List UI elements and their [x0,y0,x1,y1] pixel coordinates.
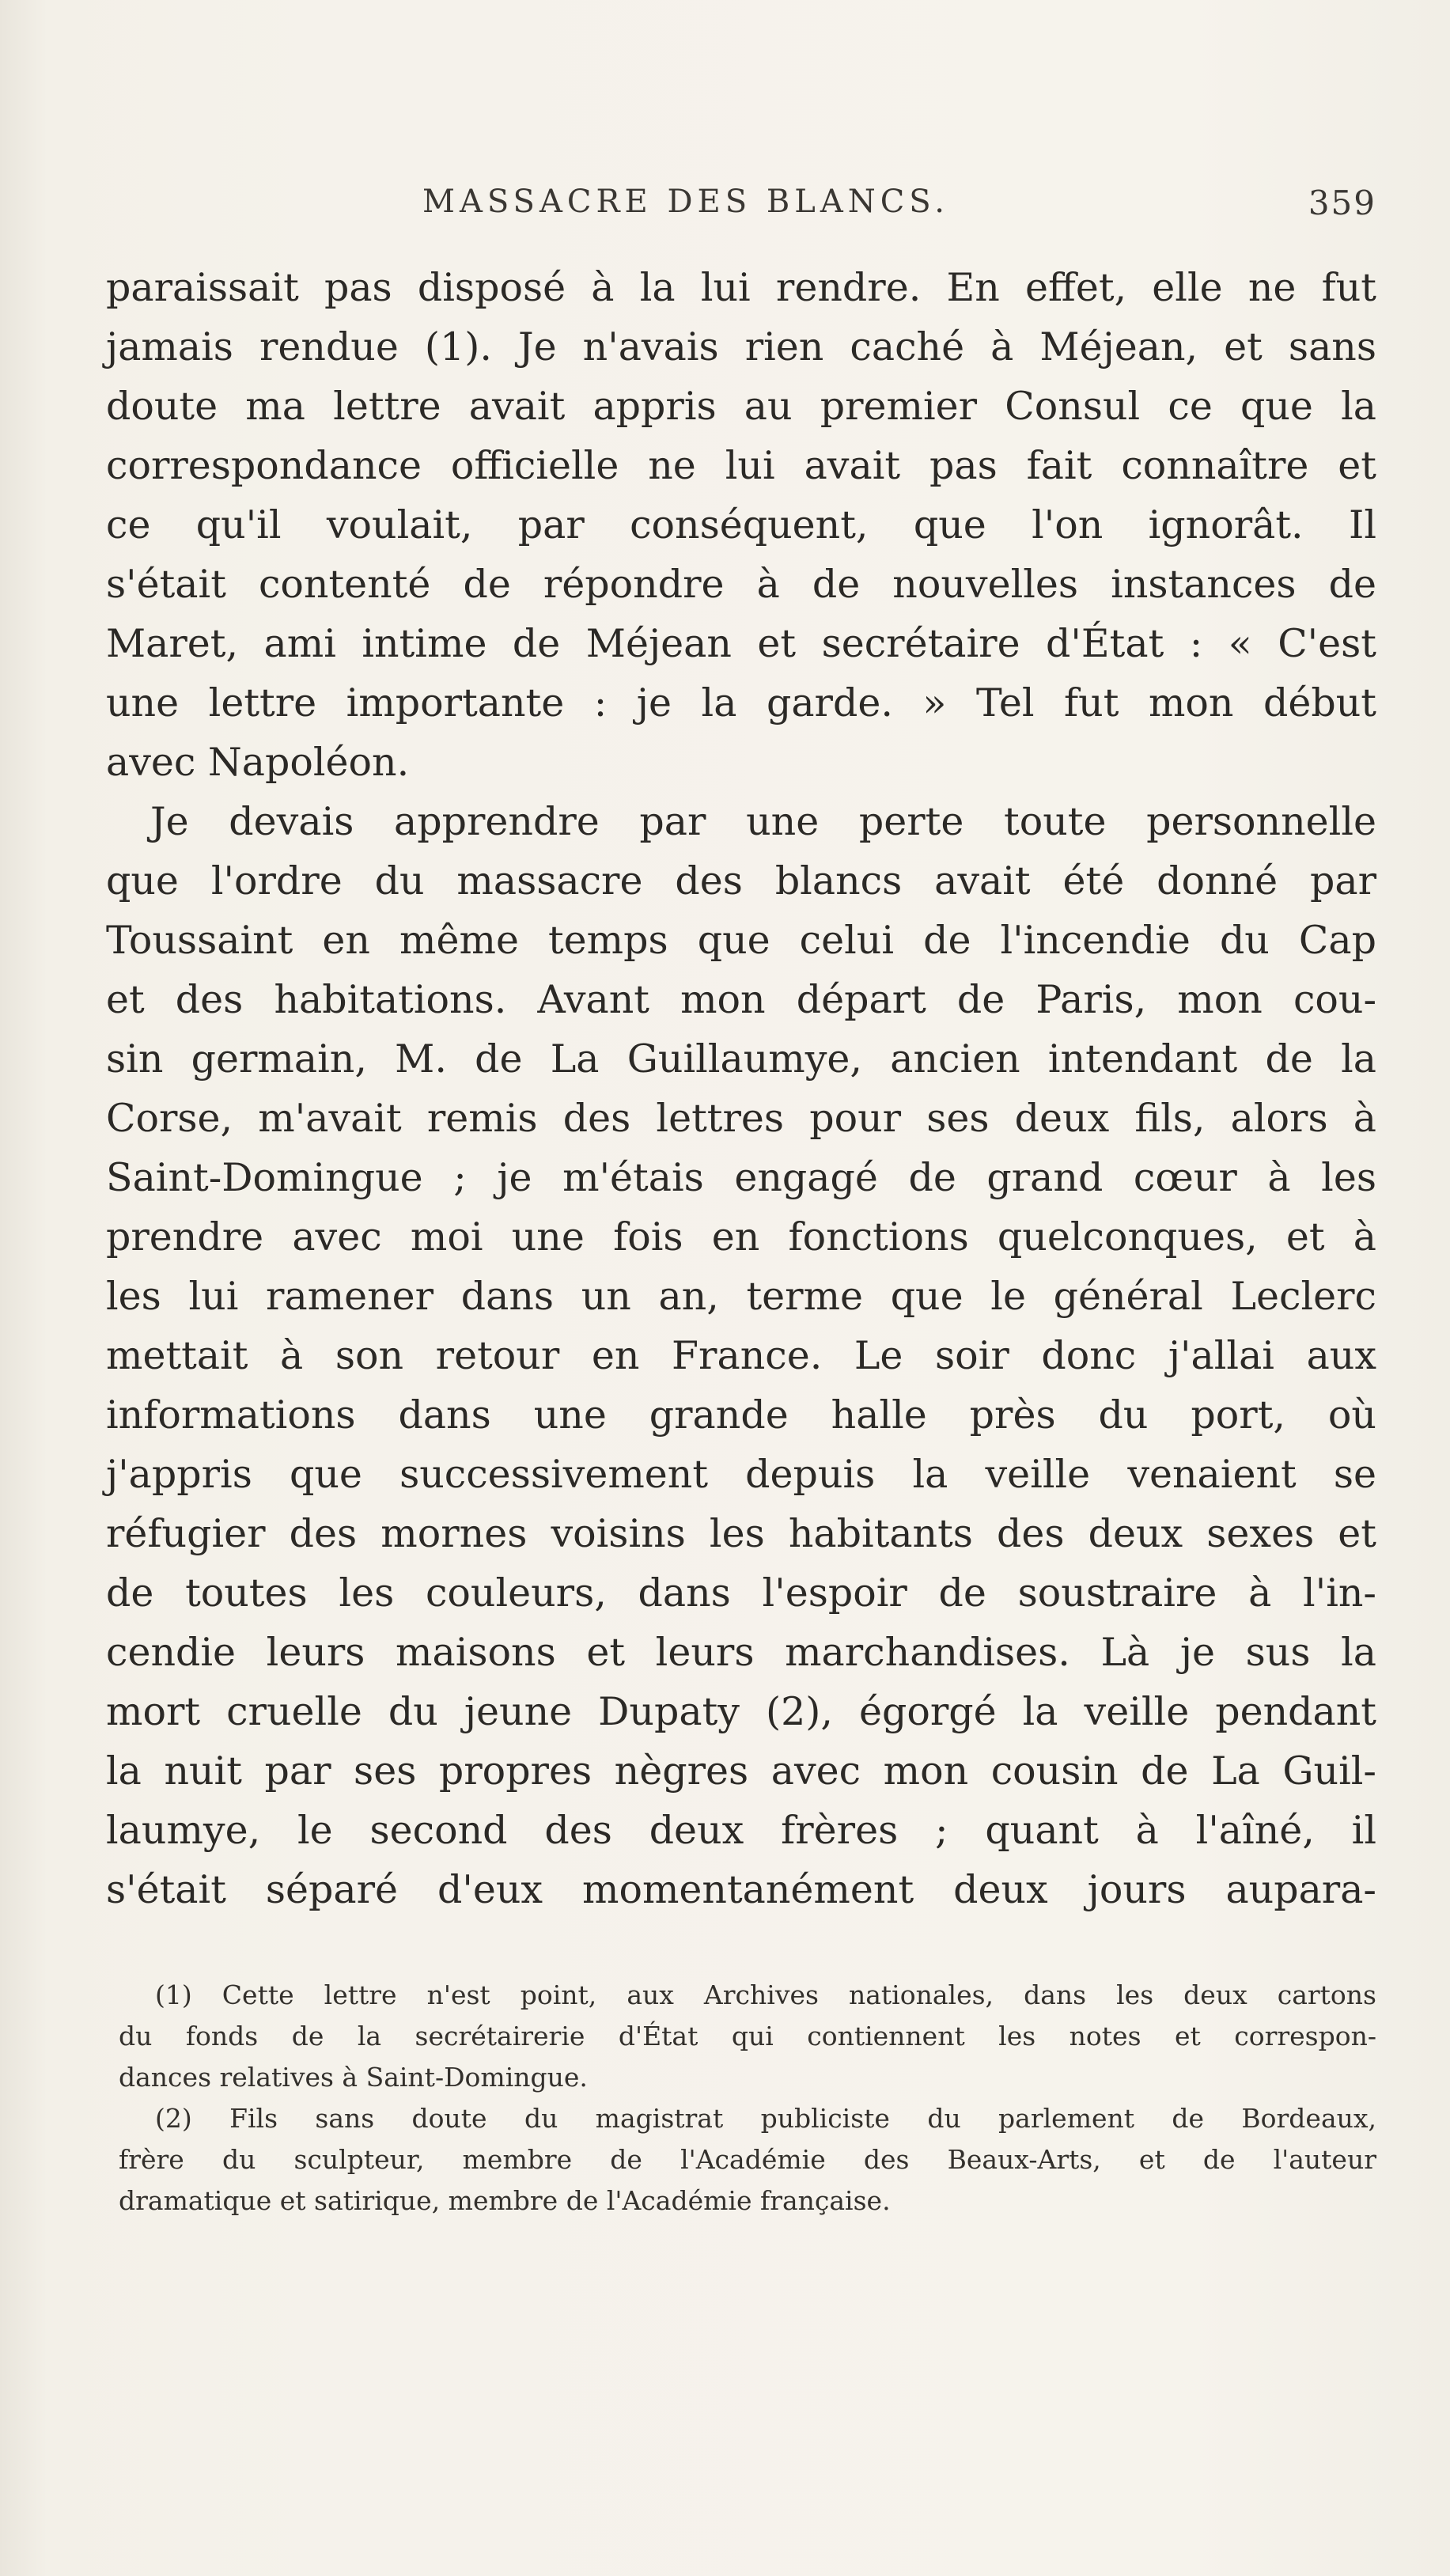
text-line: jamais rendue (1). Je n'avais rien caché à Méjean, et sans [106,324,1376,369]
footnote-line: dramatique et satirique, membre de l'Académie française. [119,2185,891,2216]
text-line: paraissait pas disposé à la lui rendre. En effet, elle ne fut [106,265,1376,310]
footnote-line: du fonds de la secrétairerie d'État qui contiennent les notes et correspon- [119,2021,1376,2051]
footnote-line: (2) Fils sans doute du magistrat publiciste du parlement de Bordeaux, [155,2103,1376,2134]
footnote-line: (1) Cette lettre n'est point, aux Archives nationales, dans les deux cartons [155,1979,1376,2010]
text-line: sin germain, M. de La Guillaumye, ancien intendant de la [106,1036,1376,1082]
text-line: une lettre importante : je la garde. » Tel fut mon début [106,680,1376,725]
text-line: mort cruelle du jeune Dupaty (2), égorgé la veille pendant [106,1689,1376,1734]
text-line: doute ma lettre avait appris au premier Consul ce que la [106,384,1376,429]
text-line: j'appris que successivement depuis la veille venaient se [106,1452,1376,1497]
text-line: s'était contenté de répondre à de nouvelles instances de [106,562,1376,607]
text-line: Corse, m'avait remis des lettres pour ses deux fils, alors à [106,1096,1376,1141]
text-line: Toussaint en même temps que celui de l'incendie du Cap [106,918,1376,963]
text-line: et des habitations. Avant mon départ de Paris, mon cou- [106,977,1376,1022]
text-line: avec Napoléon. [106,740,410,785]
text-line: la nuit par ses propres nègres avec mon cousin de La Guil- [106,1748,1376,1794]
running-head [106,184,1376,231]
text-line: s'était séparé d'eux momentanément deux jours aupara- [106,1867,1376,1912]
text-line: Saint-Domingue ; je m'étais engagé de grand cœur à les [106,1155,1376,1200]
footnote-line: dances relatives à Saint-Domingue. [119,2062,588,2093]
text-line: de toutes les couleurs, dans l'espoir de soustraire à l'in- [106,1570,1376,1616]
text-line: cendie leurs maisons et leurs marchandises. Là je sus la [106,1630,1376,1675]
text-line: laumye, le second des deux frères ; quant à l'aîné, il [106,1808,1376,1853]
text-line: mettait à son retour en France. Le soir donc j'allai aux [106,1333,1376,1378]
text-line: les lui ramener dans un an, terme que le général Leclerc [106,1274,1376,1319]
body-text [106,258,1376,1919]
text-line: Maret, ami intime de Méjean et secrétaire d'État : « C'est [106,621,1376,666]
text-line: informations dans une grande halle près du port, où [106,1392,1376,1438]
text-line: correspondance officielle ne lui avait pas fait connaître et [106,443,1376,488]
text-line: que l'ordre du massacre des blancs avait été donné par [106,858,1376,903]
text-line: réfugier des mornes voisins les habitants des deux sexes et [106,1511,1376,1556]
text-line: prendre avec moi une fois en fonctions quelconques, et à [106,1214,1376,1260]
text-line: Je devais apprendre par une perte toute personnelle [150,799,1376,844]
footnotes [119,1975,1376,2222]
running-title: MASSACRE DES BLANCS. [422,184,949,220]
footnote-line: frère du sculpteur, membre de l'Académie des Beaux-Arts, et de l'auteur [119,2144,1376,2175]
page-number: 359 [1308,184,1376,222]
text-line: ce qu'il voulait, par conséquent, que l'on ignorât. Il [106,502,1376,547]
